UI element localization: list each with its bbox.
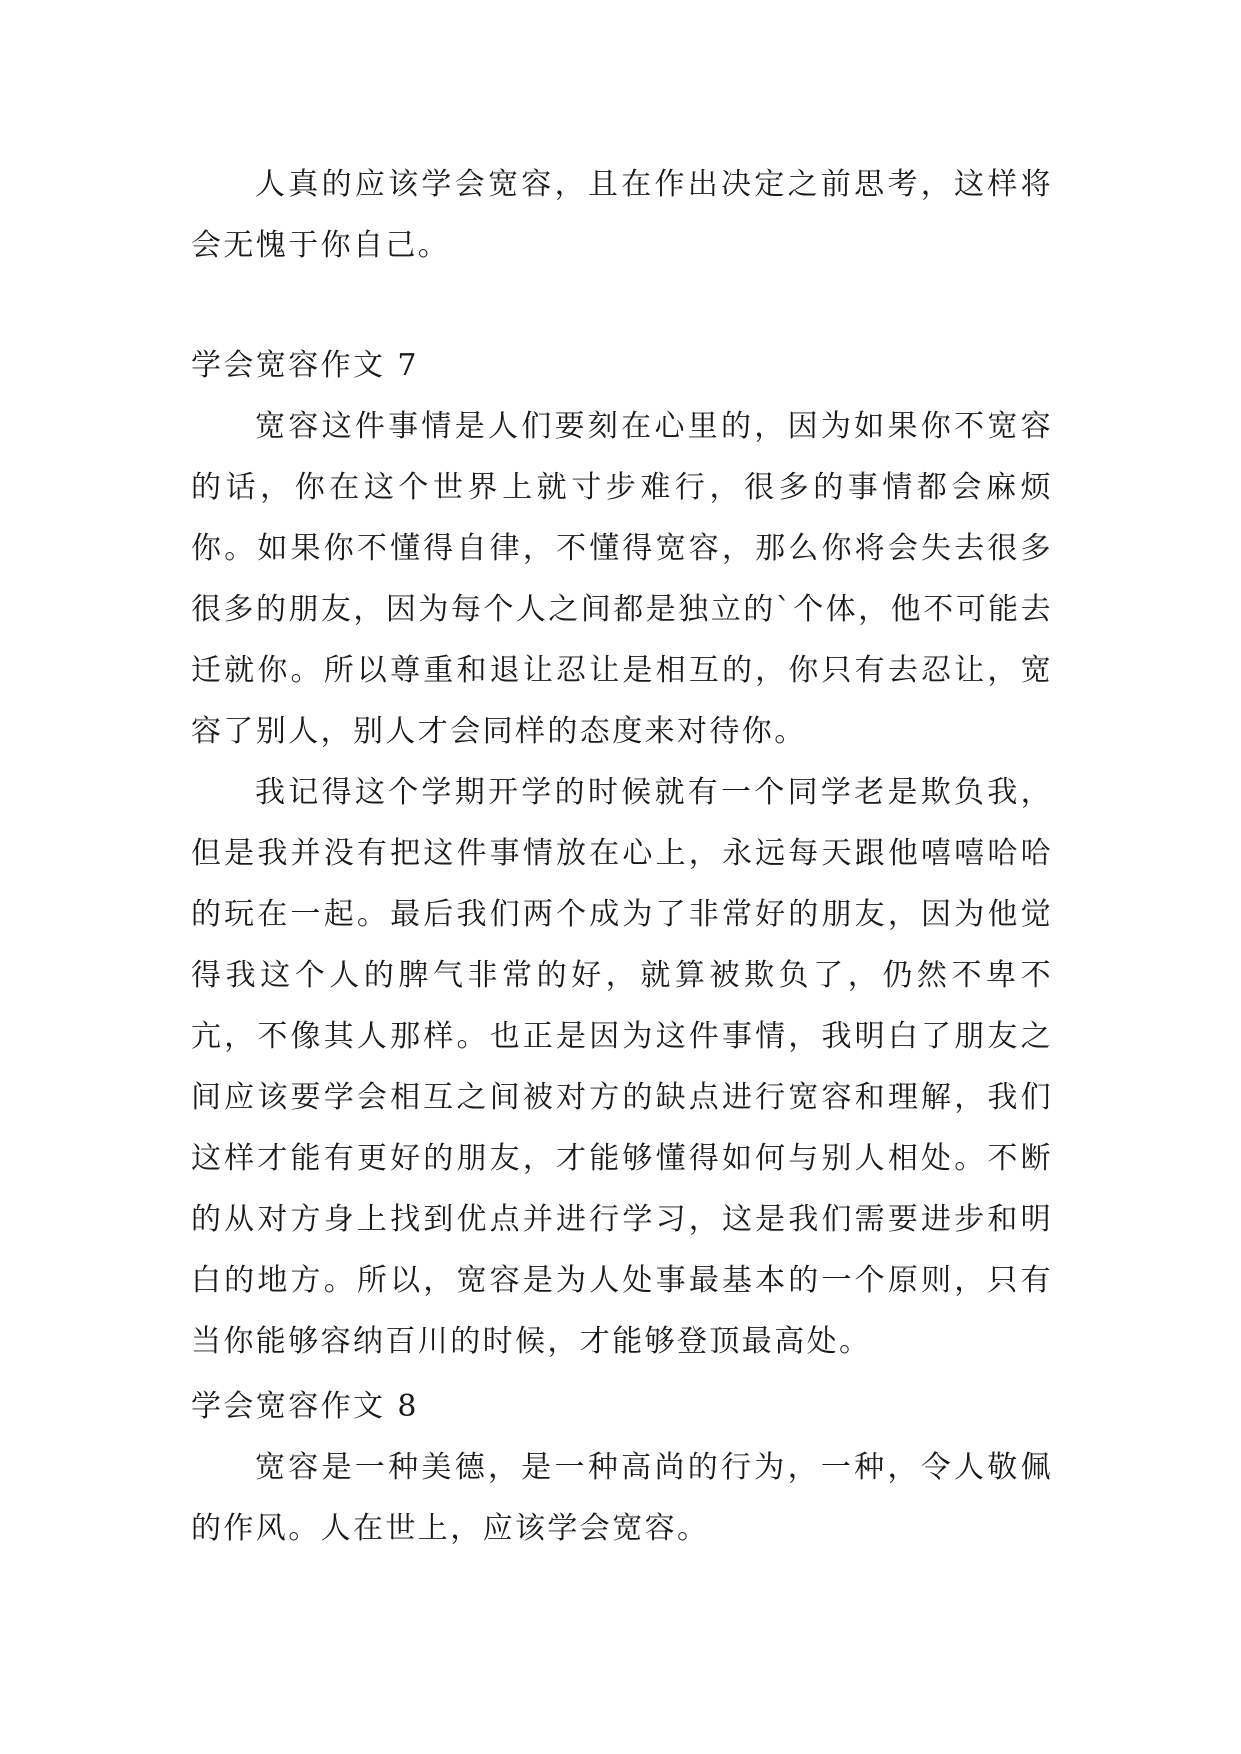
intro-block [191, 154, 1053, 276]
section-body-8 [191, 1437, 1053, 1559]
body-paragraph: 我记得这个学期开学的时候就有一个同学老是欺负我，但是我并没有把这件事情放在心上，永远每天跟他嘻嘻哈哈的玩在一起。最后我们两个成为了非常好的朋友，因为他觉得我这个人的脾气非常的好，就算被欺负了，仍然不卑不亢，不像其人那样。也正是因为这件事情，我明白了朋友之间应该要学会相互之间被对方的缺点进行宽容和理解，我们这样才能有更好的朋友，才能够懂得如何与别人相处。不断的从对方身上找到优点并进行学习，这是我们需要进步和明白的地方。所以，宽容是为人处事最基本的一个原则，只有当你能够容纳百川的时候，才能够登顶最高处。 [191, 775, 1053, 1359]
body-paragraph: 宽容这件事情是人们要刻在心里的，因为如果你不宽容的话，你在这个世界上就寸步难行，很多的事情都会麻烦你。如果你不懂得自律，不懂得宽容，那么你将会失去很多很多的朋友，因为每个人之间都是独立的`个体，他不可能去迁就你。所以尊重和退让忍让是相互的，你只有去忍让，宽容了别人，别人才会同样的态度来对待你。 [191, 409, 1053, 749]
section-heading-7 [191, 335, 1053, 396]
section-body-7 [191, 396, 1053, 1372]
section-title: 学会宽容作文 7 [191, 348, 419, 383]
body-paragraph: 宽容是一种美德，是一种高尚的行为，一种，令人敬佩的作风。人在世上，应该学会宽容。 [191, 1450, 1053, 1546]
section-heading-8 [191, 1376, 1053, 1437]
intro-paragraph: 人真的应该学会宽容，且在作出决定之前思考，这样将会无愧于你自己。 [191, 167, 1053, 263]
section-title: 学会宽容作文 8 [191, 1389, 419, 1424]
